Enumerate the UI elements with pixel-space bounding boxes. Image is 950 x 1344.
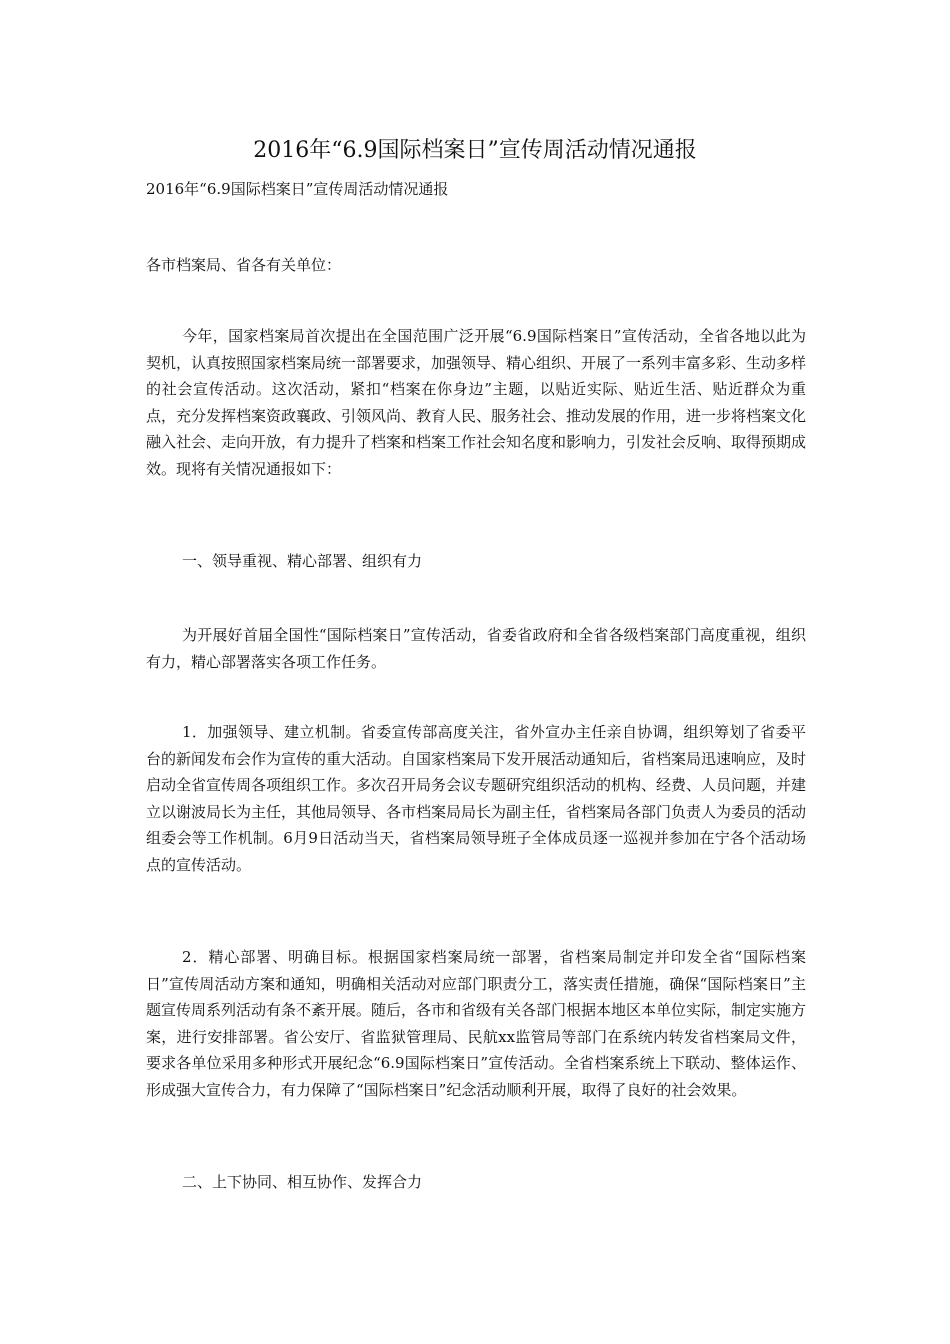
section-2-heading: 二、上下协同、相互协作、发挥合力 xyxy=(182,1173,423,1191)
section-1-intro-paragraph: 为开展好首届全国性“国际档案日”宣传活动，省委省政府和全省各级档案部门高度重视，组织有力，精心部署落实各项工作任务。 xyxy=(146,626,806,671)
salutation: 各市档案局、省各有关单位： xyxy=(146,256,342,274)
document-subtitle: 2016年“6.9国际档案日”宣传周活动情况通报 xyxy=(146,180,449,198)
section-1-item-1-paragraph: 1．加强领导、建立机制。省委宣传部高度关注，省外宣办主任亲自协调，组织筹划了省委平台的新闻发布会作为宣传的重大活动。自国家档案局下发开展活动通知后，省档案局迅速响应，及时启动全省宣传周各项组织工作。多次召开局务会议专题研究组织活动的机构、经费、人员问题，并建立以谢波局长为主任，其他局领导、各市档案局局长为副主任，省档案局各部门负责人为委员的活动组委会等工作机制。6月9日活动当天，省档案局领导班子全体成员逐一巡视并参加在宁各个活动场点的宣传活动。 xyxy=(146,723,807,874)
section-1-heading: 一、领导重视、精心部署、组织有力 xyxy=(182,552,423,570)
section-1-item-2-paragraph: 2．精心部署、明确目标。根据国家档案局统一部署，省档案局制定并印发全省“国际档案日”宣传周活动方案和通知，明确相关活动对应部门职责分工，落实责任措施，确保“国际档案日”主题宣传周系列活动有条不紊开展。随后，各市和省级有关各部门根据本地区本单位实际，制定实施方案，进行安排部署。省公安厅、省监狱管理局、民航xx监管局等部门在系统内转发省档案局文件，要求各单位采用多种形式开展纪念“6.9国际档案日”宣传活动。全省档案系统上下联动、整体运作、形成强大宣传合力，有力保障了“国际档案日”纪念活动顺利开展，取得了良好的社会效果。 xyxy=(146,948,807,1099)
document-title: 2016年“6.9国际档案日”宣传周活动情况通报 xyxy=(253,138,697,163)
intro-paragraph: 今年，国家档案局首次提出在全国范围广泛开展“6.9国际档案日”宣传活动，全省各地以此为契机，认真按照国家档案局统一部署要求，加强领导、精心组织、开展了一系列丰富多彩、生动多样的社会宣传活动。这次活动，紧扣“档案在你身边”主题，以贴近实际、贴近生活、贴近群众为重点，充分发挥档案资政襄政、引领风尚、教育人民、服务社会、推动发展的作用，进一步将档案文化融入社会、走向开放，有力提升了档案和档案工作社会知名度和影响力，引发社会反响、取得预期成效。现将有关情况通报如下： xyxy=(146,327,807,478)
